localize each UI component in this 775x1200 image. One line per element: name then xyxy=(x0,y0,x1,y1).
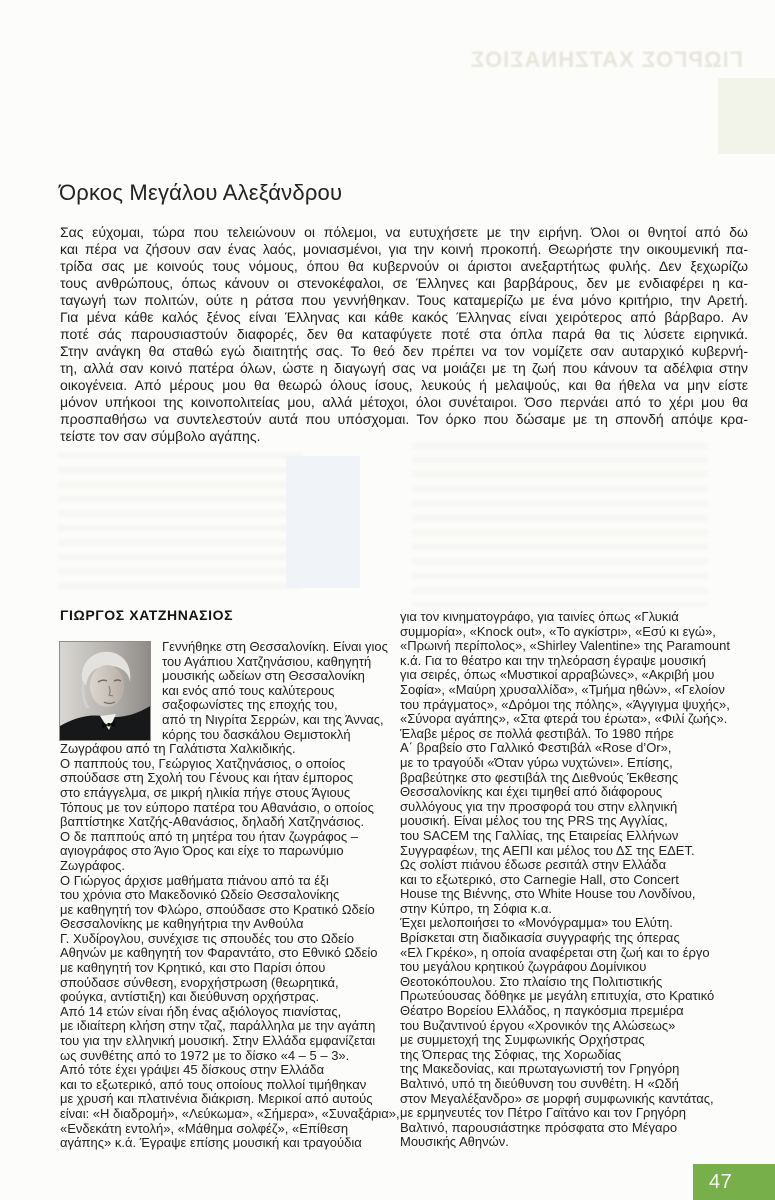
text-line: από τη Νιγρίτα Σερρών, και της Άννας, xyxy=(162,711,384,727)
text-line: σαξοφωνίστες της εποχής του, xyxy=(162,697,338,713)
text-line: της Μακεδονίας, και πρωταγωνιστή τον Γρηγόρη xyxy=(400,1061,680,1077)
text-line: στο επάγγελμα, σε μικρή ηλικία πήγε στους Άγιους xyxy=(60,784,351,800)
text-line: Σας εύχομαι, τώρα που τελειώνουν οι πόλεμοι, να ευτυχήσετε με την ειρήνη. Όλοι οι θνητοί από δω xyxy=(60,224,748,240)
text-line: για τον κινηματογράφο, για ταινίες όπως «Γλυκιά xyxy=(400,609,679,624)
text-line: «Ενδεκάτη εντολή», «Μάθημα σολφέζ», «Επίθεση xyxy=(60,1120,349,1136)
page-title: Όρκος Μεγάλου Αλεξάνδρου xyxy=(59,180,343,205)
text-line: φούγκα, αντίστιξη) και διεύθυνση ορχήστρας. xyxy=(60,989,320,1005)
page-number-badge xyxy=(693,1164,775,1200)
text-line: Από 14 ετών είναι ήδη ένας αξιόλογος πιανίστας, xyxy=(60,1003,342,1019)
text-line: του Βυζαντινού έργου «Χρονικόν της Αλώσεως» xyxy=(400,1017,676,1033)
text-line: Ο παππούς του, Γεώργιος Χατζηνάσιος, ο οποίος xyxy=(60,755,346,771)
text-line: House της Βιέννης, στο White House του Λονδίνου, xyxy=(400,886,696,902)
text-line: με ιδιαίτερη κλήση στην τζαζ, παράλληλα με την αγάπη xyxy=(60,1018,376,1034)
show-through-text-right xyxy=(412,442,708,607)
text-line: του SACEM της Γαλλίας, της Εταιρείας Ελλήνων xyxy=(400,827,679,843)
show-through-text-left xyxy=(58,452,302,594)
text-line: στην Κύπρο, τη Σόφια κ.α. xyxy=(400,900,553,916)
text-line: οικογένεια. Από μέρους μου θα θεωρώ όλους ίσους, λευκούς ή μελαψούς, και θα ήθελα να μην είστε xyxy=(60,377,748,393)
text-line: του μεγάλου κρητικού ζωγράφου Δομίνικου xyxy=(400,959,647,975)
text-line: τρίδα σας με κοινούς τους νόμους, όπου θα κυβερνούν οι άριστοι ανεξαρτήτως φυλής. Δεν ξεχωρίζω xyxy=(60,258,748,274)
bio-column-right xyxy=(400,610,752,1150)
text-line: συλλόγους για την προσφορά του στην ελληνική xyxy=(400,798,678,814)
show-through-heading: ΓΙΩΡΓΟΣ ΧΑΤΖΗΝΑΣΙΟΣ xyxy=(469,47,743,72)
text-line: Ζωγράφου από τη Γαλάτιστα Χαλκιδικής. xyxy=(60,741,296,757)
text-line: κόρης του δασκάλου Θεμιστοκλή xyxy=(162,726,351,742)
text-line: Για μένα κάθε καλός ξένος είναι Έλληνας και κάθε κακός Έλληνας είναι χειρότερος από βάρβαρο. Αν xyxy=(60,309,748,325)
text-line: «Σύνορα αγάπης», «Στα φτερά του έρωτα», «Φιλί ζωής». xyxy=(400,711,728,727)
text-line: μόνον υπήκοοι της κοινοπολιτείας μου, αλλά μέτοχοι, όλοι συνέταιροι. Όσο περνάει από το χέρι μου θα xyxy=(60,394,748,410)
show-through-photo xyxy=(286,456,360,588)
text-line: Έχει μελοποιήσει το «Μονόγραμμα» του Ελύτη. xyxy=(400,915,673,931)
text-line: είναι: «Η διαδρομή», «Λεύκωμα», «Σήμερα», «Συναξάρια», xyxy=(60,1106,400,1121)
text-line: αγάπης» κ.ά. Έγραψε επίσης μουσική και τραγούδια xyxy=(60,1135,362,1151)
text-line: με συμμετοχή της Συμφωνικής Ορχήστρας xyxy=(400,1032,645,1048)
text-line: ως συνθέτης από το 1972 με το δίσκο «4 – 5 – 3». xyxy=(60,1047,350,1063)
text-line: του για την ελληνική μουσική. Στην Ελλάδα εμφανίζεται xyxy=(60,1033,376,1049)
text-line: Τόπους με τον εύπορο πατέρα του Αθανάσιο, ο οποίος xyxy=(60,799,374,815)
text-line: μουσικής ωδείων στη Θεσσαλονίκη xyxy=(162,668,365,684)
text-line: με το τραγούδι «Όταν γύρω νυχτώνει». Επίσης, xyxy=(400,754,673,770)
text-line: Ως σολίστ πιάνου έδωσε ρεσιτάλ στην Ελλάδα xyxy=(400,857,667,873)
text-line: Θεσσαλονίκης με καθηγήτρια την Ανθούλα xyxy=(60,916,304,932)
text-line: μουσική. Είναι μέλος του της PRS της Αγγλίας, xyxy=(400,813,668,829)
text-line: Ο Γιώργος άρχισε μαθήματα πιάνου από τα έξι xyxy=(60,872,329,888)
portrait-photo xyxy=(60,642,150,740)
text-line: ποτέ σάς παρουσιαστούν διαφορές, δεν θα καταφύγετε ποτέ στα όπλα παρά θα τις λύσετε ειρηνικά. xyxy=(60,326,748,342)
text-line: Πρωτεύουσας δόθηκε με μεγάλη επιτυχία, στο Κρατικό xyxy=(400,988,715,1004)
bio-column-left xyxy=(60,640,400,1151)
text-line: του πράγματος», «Δρόμοι της πόλης», «Άγγιγμα ψυχής», xyxy=(400,696,730,712)
text-line: Γεννήθηκε στη Θεσσαλονίκη. Είναι γιος xyxy=(162,639,388,654)
text-line: και ενός από τους καλύτερους xyxy=(162,682,335,698)
text-line: Στην ανάγκη θα σταθώ εγώ διαιτητής σας. Το θεό δεν πρέπει να τον νομίζετε σαν αυταρχικό κυβερνή- xyxy=(60,343,748,359)
text-line: βαπτίστηκε Χατζής-Αθανάσιος, δηλαδή Χατζηνάσιος. xyxy=(60,814,365,830)
text-line: του χρόνια στο Μακεδονικό Ωδείο Θεσσαλονίκης xyxy=(60,887,340,903)
text-line: Θεσσαλονίκης και έχει τιμηθεί από διάφορους xyxy=(400,784,663,800)
oath-paragraph xyxy=(60,224,748,445)
text-line: Ζωγράφος. xyxy=(60,857,126,873)
portrait-illustration xyxy=(60,642,150,740)
text-line: τείστε τον σαν σύμβολο αγάπης. xyxy=(60,428,261,444)
text-line: με ερμηνευτές τον Πέτρο Γαϊτάνο και τον Γρηγόρη xyxy=(400,1105,687,1121)
text-line: σπούδασε σύνθεση, ενορχήστρωση (θεωρητικά, xyxy=(60,974,339,990)
text-line: συμμορία», «Knock out», «Το αγκίστρι», «Εσύ κι εγώ», xyxy=(400,623,716,639)
text-line: Βαλτινό, υπό τη διεύθυνση του συνθέτη. Η «Ωδή xyxy=(400,1076,679,1091)
section-heading: ΓΙΩΡΓΟΣ ΧΑΤΖΗΝΑΣΙΟΣ xyxy=(60,607,234,623)
text-line: Θέατρο Βορείου Ελλάδος, η παγκόσμια πρεμιέρα xyxy=(400,1003,684,1019)
text-line: τη, αλλά σαν κοινό πατέρα όλων, ώστε η διαγωγή σας να μοιάζει με τη ζωή που κάνουν τα αδέλφια στην xyxy=(60,360,748,376)
show-through-page-badge xyxy=(718,78,775,154)
text-line: και το εξωτερικό, στο Carnegie Hall, στο Concert xyxy=(400,871,679,887)
text-line: στον Μεγαλέξανδρο» σε μορφή συμφωνικής καντάτας, xyxy=(400,1090,714,1106)
text-line: Συγγραφέων, της ΑΕΠΙ και μέλος του ΔΣ της ΕΔΕΤ. xyxy=(400,842,695,858)
text-line: αγιογράφος στο Άγιο Όρος και είχε το παρωνύμιο xyxy=(60,843,344,859)
text-line: βραβεύτηκε στο φεστιβάλ της Διεθνούς Έκθεσης xyxy=(400,769,679,785)
text-line: ταγωγή των πολιτών, ούτε η ράτσα που γεννήθηκαν. Τους καταμερίζω με ένα μόνο κριτήριο, την Αρετή. xyxy=(60,292,748,308)
text-line: Βρίσκεται στη διαδικασία συγγραφής της όπερας xyxy=(400,930,680,946)
text-line: Έλαβε μέρος σε πολλά φεστιβάλ. Το 1980 πήρε xyxy=(400,725,674,741)
text-line: Ο δε παππούς από τη μητέρα του ήταν ζωγράφος – xyxy=(60,828,359,844)
text-line: του Αγάπιου Χατζηνάσιου, καθηγητή xyxy=(162,653,372,669)
text-line: σπούδασε στη Σχολή του Γένους και ήταν έμπορος xyxy=(60,770,354,786)
text-line: Γ. Χυδίρογλου, συνέχισε τις σπουδές του στο Ωδείο xyxy=(60,930,354,946)
text-line: με καθηγητή τον Κρητικό, και στο Παρίσι όπου xyxy=(60,960,326,976)
text-line: «Ελ Γκρέκο», η οποία αναφέρεται στη ζωή και το έργο xyxy=(400,944,710,960)
text-line: της Όπερας της Σόφιας, της Χορωδίας xyxy=(400,1046,622,1062)
page-number: 47 xyxy=(709,1170,733,1193)
text-line: με χρυσή και πλατινένια διάκριση. Μερικοί από αυτούς xyxy=(60,1091,373,1107)
text-line: Α΄ βραβείο στο Γαλλικό Φεστιβάλ «Rose d’Or», xyxy=(400,740,672,756)
text-line: Βαλτινό, παρουσιάστηκε πρόσφατα στο Μέγαρο xyxy=(400,1119,678,1135)
text-line: με καθηγητή τον Φλώρο, σπούδασε στο Κρατικό Ωδείο xyxy=(60,901,375,917)
text-line: και το εξωτερικό, από τους οποίους πολλοί τιμήθηκαν xyxy=(60,1076,367,1092)
text-line: και πέρα να ζήσουν σαν ένας λαός, μονιασμένοι, για την κοινή προκοπή. Θεωρήστε την οικουμενική πα- xyxy=(60,241,748,257)
text-line: «Πρωινή περίπολος», «Shirley Valentine» της Paramount xyxy=(400,638,730,654)
text-line: κ.ά. Για το θέατρο και την τηλεόραση έγραψε μουσική xyxy=(400,652,707,668)
text-line: τους ανθρώπους, όπως κάνουν οι στενοκέφαλοι, σε Έλληνες και βαρβάρους, δεν με ενδιαφέρει η κα- xyxy=(60,275,748,291)
text-line: Σοφία», «Μαύρη χρυσαλλίδα», «Τμήμα ηθών», «Γελοίον xyxy=(400,681,725,697)
text-line: Αθηνών με καθηγητή τον Φαραντάτο, στο Εθνικό Ωδείο xyxy=(60,945,378,961)
text-line: Θεοτοκόπουλου. Στο πλαίσιο της Πολιτιστικής xyxy=(400,973,663,989)
text-line: Από τότε έχει γράψει 45 δίσκους στην Ελλάδα xyxy=(60,1062,325,1078)
text-line: Μουσικής Αθηνών. xyxy=(400,1134,509,1150)
text-line: για σειρές, όπως «Μυστικοί αρραβώνες», «Ακριβή μου xyxy=(400,667,715,683)
text-line: προσπαθήσω να συντελεστούν αυτά που υπόσχομαι. Τον όρκο που δώσαμε με τη σπονδή απόψε κρα- xyxy=(60,411,748,427)
